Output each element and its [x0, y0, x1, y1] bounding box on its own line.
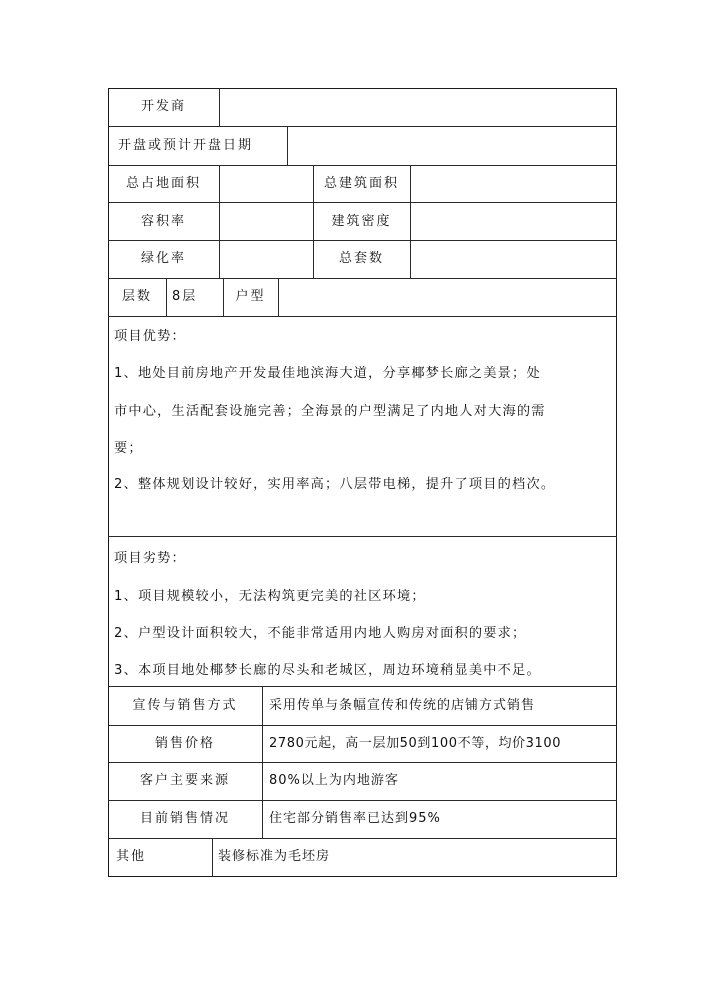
plot-ratio-label: 容积率 [140, 214, 186, 229]
customer-value: 80%以上为内地游客 [269, 773, 399, 788]
advantages-heading: 项目优势： [114, 329, 186, 344]
advantages-line-4: 2、整体规划设计较好，实用率高；八层带电梯，提升了项目的档次。 [114, 477, 556, 492]
floors-label: 层数 [121, 289, 152, 304]
row-divider [108, 762, 617, 763]
column-divider [287, 126, 288, 165]
promo-value: 采用传单与条幅宣传和传统的店铺方式销售 [269, 698, 536, 713]
column-divider [262, 686, 263, 838]
price-value: 2780元起，高一层加50到100不等，均价3100 [269, 736, 562, 751]
row-divider [108, 800, 617, 801]
land-area-label: 总占地面积 [125, 176, 201, 191]
row-divider [108, 536, 617, 537]
density-label: 建筑密度 [331, 214, 392, 229]
promo-label: 宣传与销售方式 [132, 698, 238, 713]
row-divider [108, 838, 617, 839]
row-divider [108, 126, 617, 127]
disadvantages-line-3: 3、本项目地处椰梦长廊的尽头和老城区，周边环境稍显美中不足。 [114, 663, 541, 678]
other-label: 其他 [116, 849, 147, 864]
row-divider [108, 202, 617, 203]
floors-value: 8层 [172, 289, 198, 304]
row-divider [108, 278, 617, 279]
customer-label: 客户主要来源 [139, 773, 230, 788]
total-units-label: 总套数 [338, 251, 384, 266]
disadvantages-heading: 项目劣势： [114, 551, 186, 566]
column-divider [212, 838, 213, 877]
disadvantages-line-1: 1、项目规模较小，无法构筑更完美的社区环境； [114, 589, 426, 604]
price-label: 销售价格 [154, 736, 215, 751]
green-ratio-label: 绿化率 [140, 251, 186, 266]
row-divider [108, 316, 617, 317]
column-divider [219, 88, 220, 126]
row-divider [108, 240, 617, 241]
row-divider [108, 725, 617, 726]
building-area-label: 总建筑面积 [323, 176, 399, 191]
advantages-line-2: 市中心，生活配套设施完善；全海景的户型满足了内地人对大海的需 [114, 404, 546, 419]
other-value: 装修标准为毛坯房 [218, 849, 331, 864]
unit-type-label: 户型 [235, 289, 266, 304]
status-label: 目前销售情况 [139, 811, 230, 826]
column-divider [166, 278, 167, 316]
open-date-label: 开盘或预计开盘日期 [118, 138, 254, 153]
row-divider [108, 165, 617, 166]
advantages-line-1: 1、地处目前房地产开发最佳地滨海大道，分享椰梦长廊之美景；处 [114, 366, 541, 381]
advantages-line-3: 要； [114, 441, 143, 456]
column-divider [278, 278, 279, 316]
developer-label: 开发商 [140, 99, 186, 114]
status-value: 住宅部分销售率已达到95% [269, 811, 441, 826]
column-divider [219, 165, 220, 278]
row-divider [108, 686, 617, 687]
disadvantages-line-2: 2、户型设计面积较大，不能非常适用内地人购房对面积的要求； [114, 626, 527, 641]
column-divider [410, 165, 411, 278]
